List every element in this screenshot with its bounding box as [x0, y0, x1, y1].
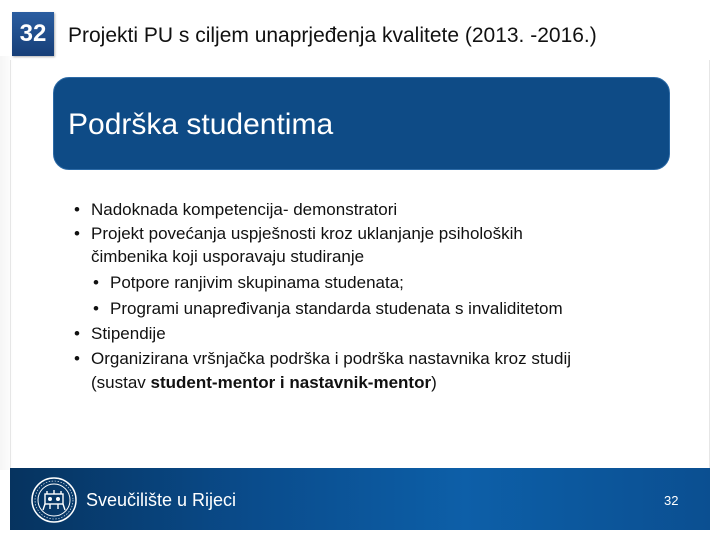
- bullet-item: Organizirana vršnjačka podrška i podrška nastavnika kroz studij: [91, 349, 572, 368]
- bullet-item-continuation: [91, 373, 437, 393]
- university-seal-icon: [30, 476, 78, 524]
- sub-bullet-item: Potpore ranjivim skupinama studenata;: [110, 273, 404, 292]
- bold-text: student-mentor i nastavnik-mentor: [150, 373, 432, 392]
- slide-header-title: Projekti PU s ciljem unaprjeđenja kvalitete (2013. -2016.): [68, 24, 597, 47]
- bullet-item: Nadoknada kompetencija- demonstratori: [91, 200, 398, 219]
- bullet-item: Stipendije: [91, 324, 166, 343]
- bullet-marker: •: [74, 349, 80, 368]
- sub-bullet-marker: •: [93, 299, 99, 318]
- bullet-marker: •: [74, 324, 80, 343]
- slide-number-badge: 32: [12, 12, 54, 56]
- section-title: Podrška studentima: [68, 108, 334, 141]
- bullet-item-continuation: čimbenika koji usporavaju studiranje: [91, 247, 365, 266]
- text-prefix: (sustav: [91, 373, 151, 392]
- bullet-marker: •: [74, 224, 80, 243]
- footer-page-number: 32: [664, 493, 679, 508]
- text-suffix: ): [431, 373, 437, 392]
- bullet-item: Projekt povećanja uspješnosti kroz uklanjanje psiholoških: [91, 224, 523, 243]
- sub-bullet-marker: •: [93, 273, 99, 292]
- sub-bullet-item: Programi unapređivanja standarda studenata s invaliditetom: [110, 299, 563, 318]
- university-name: Sveučilište u Rijeci: [86, 490, 237, 510]
- bullet-marker: •: [74, 200, 80, 219]
